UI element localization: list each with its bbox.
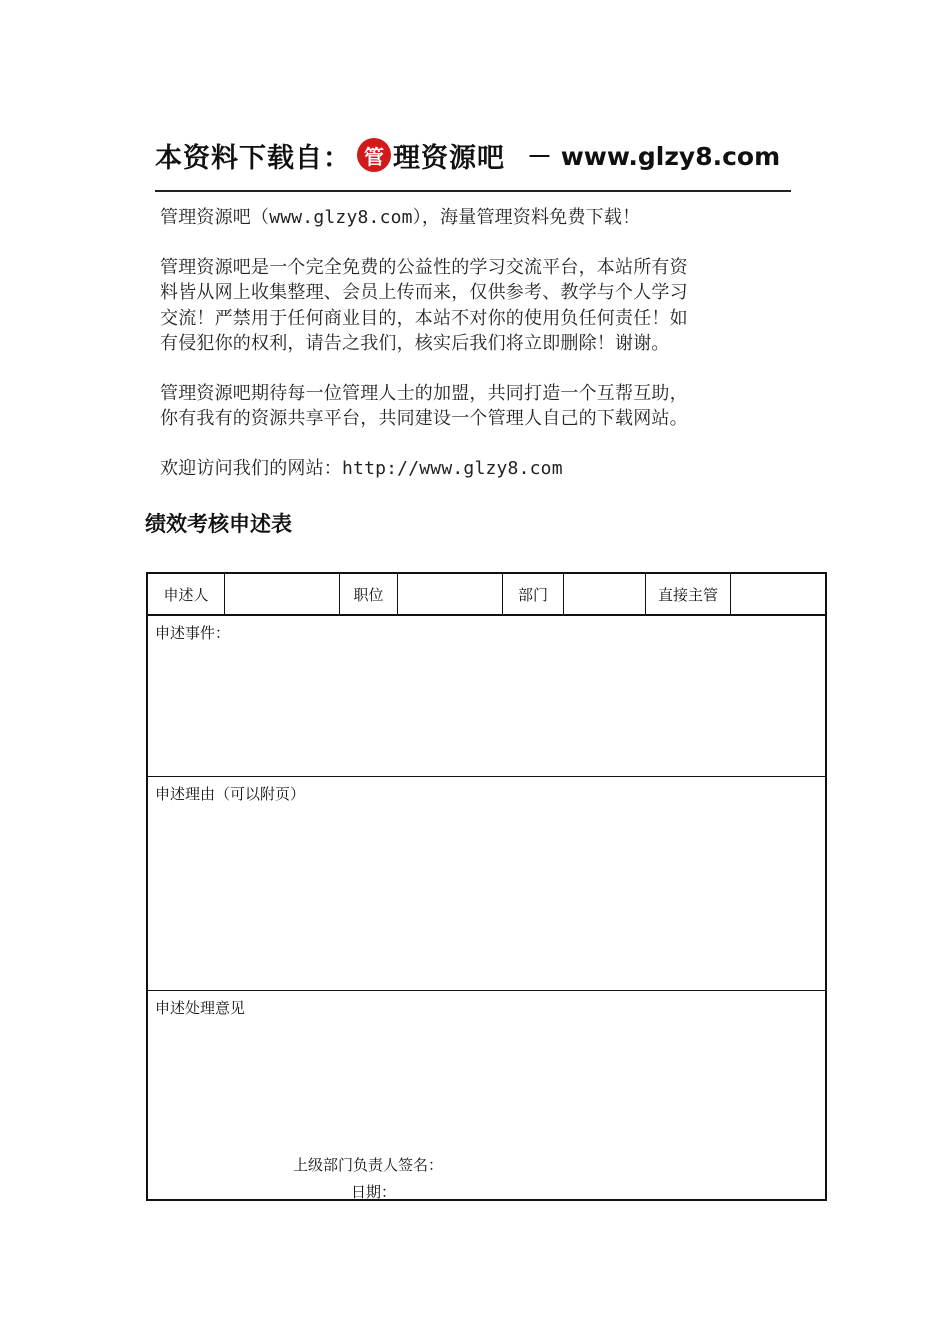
site-logo-icon (357, 138, 391, 172)
banner-row (155, 128, 791, 182)
intro-line: 有侵犯你的权利，请告之我们，核实后我们将立即删除！谢谢。 (160, 333, 670, 354)
banner-url[interactable]: － www.glzy8.com (527, 142, 781, 171)
supervisor-label: 直接主管 (646, 574, 731, 614)
date-label: 日期： (351, 1183, 397, 1201)
intro-line: 管理资源吧是一个完全免费的公益性的学习交流平台，本站所有资 (160, 256, 688, 278)
appeal-reason-label: 申述理由（可以附页） (155, 785, 306, 803)
appeal-form (146, 572, 827, 1201)
appeal-event-section[interactable] (148, 616, 825, 777)
applicant-label: 申述人 (148, 574, 225, 614)
appeal-opinion-label: 申述处理意见 (155, 999, 246, 1017)
document-title: 绩效考核申述表 (145, 512, 292, 536)
department-label: 部门 (503, 574, 564, 614)
banner-divider (155, 190, 791, 192)
logo-char: 管 (364, 144, 384, 169)
position-label: 职位 (340, 574, 398, 614)
banner-site-name: 理资源吧 (393, 142, 505, 174)
intro-line: 交流！严禁用于任何商业目的，本站不对你的使用负任何责任！如 (160, 307, 688, 329)
supervisor-field[interactable] (731, 574, 825, 614)
department-field[interactable] (564, 574, 646, 614)
position-field[interactable] (398, 574, 503, 614)
intro-line: 你有我有的资源共享平台，共同建设一个管理人自己的下载网站。 (160, 408, 688, 429)
intro-line: 管理资源吧期待每一位管理人士的加盟，共同打造一个互帮互助， (160, 382, 688, 404)
appeal-reason-section[interactable] (148, 777, 825, 991)
appeal-event-label: 申述事件： (155, 624, 231, 642)
intro-text (160, 205, 790, 481)
form-header-row (148, 574, 825, 616)
intro-line: 料皆从网上收集整理、会员上传而来，仅供参考、教学与个人学习 (160, 282, 688, 303)
intro-line: 管理资源吧（www.glzy8.com），海量管理资料免费下载！ (160, 207, 641, 228)
appeal-opinion-section[interactable] (148, 991, 825, 1199)
visit-link[interactable]: 欢迎访问我们的网站：http://www.glzy8.com (160, 457, 563, 479)
banner-prefix: 本资料下载自： (155, 142, 351, 174)
applicant-field[interactable] (225, 574, 340, 614)
download-banner (155, 128, 791, 190)
signature-label: 上级部门负责人签名： (293, 1156, 444, 1174)
